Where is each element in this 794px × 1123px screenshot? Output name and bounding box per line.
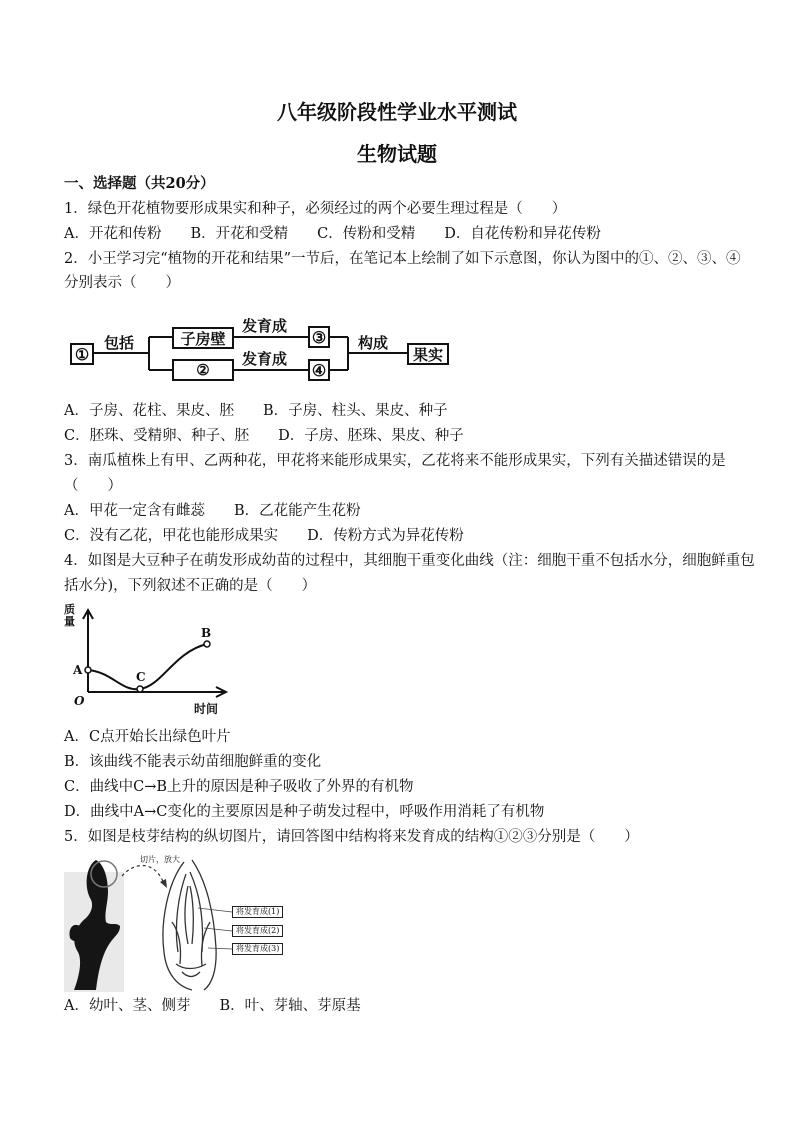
curve-point-c-label: C (136, 670, 146, 684)
diagram-label-develop-bottom: 发育成 (242, 350, 288, 368)
q3-options-line1: A．甲花一定含有雌蕊 B．乙花能产生花粉 (64, 503, 361, 519)
q3-options-line2: C．没有乙花，甲花也能形成果实 D．传粉方式为异花传粉 (64, 528, 464, 544)
q2-stem-line1: 2．小王学习完“植物的开花和结果”一节后，在笔记本上绘制了如下示意图，你认为图中的①、②、③、④ (64, 251, 741, 267)
q4-option-b: B．该曲线不能表示幼苗细胞鲜重的变化 (64, 754, 322, 770)
bud-cut-label: 切片，放大 (140, 855, 180, 864)
bud-graphic (64, 852, 316, 992)
diagram-label-develop-top: 发育成 (242, 317, 288, 335)
q5-stem: 5．如图是枝芽结构的纵切图片，请回答图中结构将来发育成的结构①②③分别是（ ） (64, 829, 639, 845)
diagram-node-4: ④ (308, 359, 330, 381)
curve-x-label: 时间 (194, 702, 219, 716)
page-title: 八年级阶段性学业水平测试 (277, 100, 517, 124)
q2-options-line2: C．胚珠、受精卵、种子、胚 D．子房、胚珠、果皮、种子 (64, 428, 464, 444)
curve-origin-label: O (74, 694, 85, 708)
diagram-node-fruit: 果实 (407, 343, 449, 365)
q1-options: A．开花和传粉 B．开花和受精 C．传粉和受精 D．自花传粉和异花传粉 (64, 226, 601, 242)
curve-point-b-label: B (201, 626, 212, 640)
q3-stem-line1: 3．南瓜植株上有甲、乙两种花，甲花将来能形成果实，乙花将来不能形成果实，下列有关描述错误的是 (64, 453, 726, 469)
diagram-label-form: 构成 (358, 334, 389, 352)
q3-stem-line2: （ ） (64, 478, 122, 494)
diagram-label-include: 包括 (104, 334, 135, 352)
curve-point-a-label: A (73, 663, 83, 677)
q5-options: A．幼叶、茎、侧芽 B．叶、芽轴、芽原基 (64, 998, 361, 1014)
dry-weight-curve-figure (64, 600, 234, 720)
bud-tag-3: 将发育成(3) (232, 943, 283, 955)
diagram-node-ovary-wall: 子房壁 (172, 327, 234, 349)
bud-tag-2: 将发育成(2) (232, 925, 283, 937)
diagram-node-1: ① (70, 343, 94, 365)
bud-tag-1: 将发育成(1) (232, 906, 283, 918)
q4-option-d: D．曲线中A→C变化的主要原因是种子萌发过程中，呼吸作用消耗了有机物 (64, 804, 545, 820)
flow-diagram (64, 310, 464, 385)
page-subtitle: 生物试题 (357, 142, 437, 166)
diagram-node-3: ③ (308, 326, 330, 348)
diagram-node-2: ② (172, 359, 234, 381)
q4-stem-line2: 括水分)，下列叙述不正确的是（ ） (64, 578, 317, 594)
q4-option-c: C．曲线中C→B上升的原因是种子吸收了外界的有机物 (64, 779, 414, 795)
q2-stem-line2: 分别表示（ ） (64, 275, 180, 291)
q1-stem: 1．绿色开花植物要形成果实和种子，必须经过的两个必要生理过程是（ ） (64, 201, 567, 217)
q4-option-a: A．C点开始长出绿色叶片 (64, 729, 231, 745)
q4-stem-line1: 4．如图是大豆种子在萌发形成幼苗的过程中，其细胞干重变化曲线（注：细胞干重不包括水分，细胞鲜重包 (64, 553, 755, 569)
bud-section-figure (64, 852, 316, 992)
section-heading: 一、选择题（共20分） (64, 175, 215, 192)
curve-y-label: 质量 (64, 603, 75, 628)
q2-options-line1: A．子房、花柱、果皮、胚 B．子房、柱头、果皮、种子 (64, 403, 448, 419)
